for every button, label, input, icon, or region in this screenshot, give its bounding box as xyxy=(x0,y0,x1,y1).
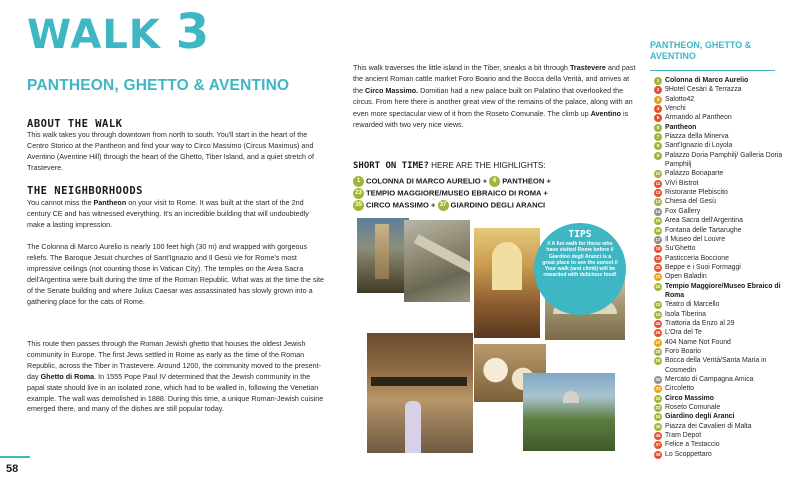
tips-title: TIPS xyxy=(568,229,592,240)
stop-name: L'Ora del Te xyxy=(665,329,702,337)
stop-name: Sant'Ignazio di Loyola xyxy=(665,142,733,150)
stop-name: Palazzo Bonaparte xyxy=(665,170,724,178)
neighborhoods-p1: You cannot miss the Pantheon on your visit to Rome. It was built at the start of the 2nd century CE and has witnessed everything. It's an incredible building that will undoubtedly make a lasting impression. xyxy=(27,198,309,229)
stop-item xyxy=(656,113,785,122)
stop-name: Beppe e i Suoi Formaggi xyxy=(665,263,741,271)
stop-number-badge: 4 xyxy=(654,105,662,113)
photo-circo-massimo xyxy=(404,220,470,302)
stop-item xyxy=(655,412,785,421)
stop-item xyxy=(655,188,785,197)
stop-item xyxy=(655,384,785,393)
neighborhoods-heading: THE NEIGHBORHOODS xyxy=(27,185,143,197)
stop-name: Felice a Testaccio xyxy=(665,441,720,449)
stop-item xyxy=(655,169,785,178)
stop-name: ViVi Bistrot xyxy=(665,179,699,187)
stop-item xyxy=(655,450,785,459)
stop-item xyxy=(655,226,785,235)
stop-number-badge: 14 xyxy=(655,208,661,214)
stop-number-badge: 29 xyxy=(655,358,661,364)
tips-text: // A fun walk for those who have visited Rome before // Giardino degli Aranci is a great place to see the sunset // Your walk (and climb) will be rewarded with delicious food! xyxy=(542,241,618,279)
stop-number-badge: 26 xyxy=(655,330,661,336)
stop-item xyxy=(656,85,785,94)
stop-name: Isola Tiberina xyxy=(665,310,706,318)
stop-name: Bocca della Verità/Santa Maria in Cosmedin xyxy=(665,357,767,374)
stop-name: Il Museo del Louvre xyxy=(665,235,726,243)
stop-item xyxy=(655,300,785,309)
stop-item xyxy=(655,216,785,225)
stop-number-badge: 7 xyxy=(654,133,662,141)
stop-item xyxy=(655,403,785,412)
stop-number-badge: 8 xyxy=(654,142,662,150)
stop-item xyxy=(655,254,785,263)
stop-name: Salotto42 xyxy=(665,95,695,103)
page-bar xyxy=(0,456,30,458)
walk-number: 3 xyxy=(175,4,211,60)
stop-item xyxy=(655,422,785,431)
stop-item xyxy=(656,123,785,132)
stop-name: Tram Depot xyxy=(665,432,702,440)
stop-number-badge: 20 xyxy=(655,264,661,270)
stop-number-badge: 2 xyxy=(654,86,662,94)
stop-item xyxy=(656,76,785,85)
stop-name: Armando al Pantheon xyxy=(665,114,732,122)
walk-label: WALK xyxy=(27,12,161,58)
stop-name: Pantheon xyxy=(665,123,697,131)
stop-item xyxy=(655,356,785,375)
stop-item xyxy=(656,104,785,113)
stop-name: Giardino degli Aranci xyxy=(665,413,735,421)
stop-name: Pasticceria Boccione xyxy=(665,254,729,262)
short-on-time-heading: SHORT ON TIME? HERE ARE THE HIGHLIGHTS: xyxy=(353,161,546,171)
stop-name: Mercato di Campagna Amica xyxy=(665,376,754,383)
stops-list xyxy=(655,76,785,459)
stop-number-badge: 25 xyxy=(655,320,661,326)
stop-item xyxy=(655,319,785,328)
stop-number-badge: 30 xyxy=(655,377,661,382)
stop-item xyxy=(655,347,785,356)
stop-item xyxy=(655,310,785,319)
stop-number-badge: 23 xyxy=(655,302,661,308)
stop-item xyxy=(655,328,785,337)
stop-name: Lo Scoppettaro xyxy=(665,450,712,458)
stop-number-badge: 17 xyxy=(655,236,661,242)
photo-church-interior xyxy=(474,228,540,338)
highlight-badge: 37 xyxy=(438,200,449,211)
stop-number-badge: 21 xyxy=(655,274,661,280)
about-text: This walk takes you through downtown from north to south. You'll start in the heart of the Centro Storico at the Pantheon and find your way to Circo Massimo (Circus Maximus) and Aventino (Aventine Hill) through the heart of the Ghetto, Tiber Island, and a quiet stretch of Trastevere. xyxy=(27,130,315,172)
stop-item xyxy=(655,244,785,253)
stop-number-badge: 10 xyxy=(655,171,661,177)
stop-number-badge: 31 xyxy=(655,386,661,392)
stop-number-badge: 32 xyxy=(655,395,661,401)
stop-number-badge: 12 xyxy=(655,190,661,196)
highlight-badge: 23 xyxy=(353,188,364,199)
stop-number-badge: 35 xyxy=(655,423,661,429)
stop-name: Fox Gallery xyxy=(665,207,701,215)
highlights-line-1: 1 COLONNA DI MARCO AURELIO + 6 PANTHEON + xyxy=(353,176,551,187)
stop-name: Palazzo Doria Pamphilj/ Galleria Doria Pamphilj xyxy=(665,151,783,169)
stop-name: Chiesa del Gesù xyxy=(665,198,716,206)
about-heading: ABOUT THE WALK xyxy=(27,118,123,130)
stop-name: Piazza della Minerva xyxy=(665,133,729,141)
stop-name: Venchi xyxy=(665,105,686,113)
stop-number-badge: 34 xyxy=(655,414,661,420)
stop-item xyxy=(655,272,785,281)
stop-item xyxy=(655,338,785,347)
stop-item xyxy=(655,282,785,301)
stop-item xyxy=(655,431,785,440)
stop-item xyxy=(656,151,785,170)
stop-name: 9Hotel Cesàri & Terrazza xyxy=(665,86,742,94)
tips-bubble xyxy=(534,223,626,315)
stop-number-badge: 24 xyxy=(655,311,661,317)
stop-name: Tempio Maggiore/Museo Ebraico di Roma xyxy=(665,282,781,299)
highlight-badge: 6 xyxy=(489,176,500,187)
stops-panel-title: PANTHEON, GHETTO & AVENTINO xyxy=(650,40,752,61)
stop-name: Foro Boario xyxy=(665,347,702,355)
stop-number-badge: 18 xyxy=(655,246,661,252)
stop-number-badge: 6 xyxy=(654,124,662,132)
neighborhoods-p2: The Colonna di Marco Aurelio is nearly 100 feet high (30 m) and wrapped with gorgeous reliefs. The Baroque Jesuit churches of Sant'Ignazio and Il Gesù vie for Rome's most impressive ceilings (not counting those in Vatican City). The temples on the Area Sacra dell'Argentina were built during the time of the Roman Republic. What was at the time the site of the Senate building and where Julius Caesar was assassinated has slowly grown into a gathering place for the cats of Rome. xyxy=(27,242,325,306)
stop-item xyxy=(655,394,785,403)
stop-item xyxy=(655,440,785,449)
stop-number-badge: 1 xyxy=(654,77,662,85)
stop-number-badge: 15 xyxy=(655,218,661,224)
stop-number-badge: 28 xyxy=(655,348,661,354)
stop-name: Su'Ghetto xyxy=(665,245,696,253)
walk-subtitle: PANTHEON, GHETTO & AVENTINO xyxy=(27,77,290,94)
stop-name: 404 Name Not Found xyxy=(665,338,731,346)
stop-name: Trattoria da Enzo al 29 xyxy=(665,319,735,327)
photo-city-view xyxy=(523,373,615,451)
stop-name: Teatro di Marcello xyxy=(665,301,720,309)
stop-name: Circoletto xyxy=(665,385,695,393)
stop-name: Fontana delle Tartarughe xyxy=(665,226,742,234)
stop-item xyxy=(655,179,785,188)
walk-title xyxy=(27,4,211,60)
highlights-line-2: 23 TEMPIO MAGGIORE/MUSEO EBRAICO DI ROMA + xyxy=(353,188,548,199)
stop-item xyxy=(655,197,785,206)
stop-name: Ristorante Plebiscito xyxy=(665,189,728,197)
stop-number-badge: 22 xyxy=(655,283,661,289)
stop-number-badge: 11 xyxy=(655,180,661,186)
photo-ghetto-shopfront xyxy=(367,333,473,453)
stop-number-badge: 9 xyxy=(654,152,662,160)
stop-item xyxy=(656,141,785,150)
stop-number-badge: 37 xyxy=(655,442,661,448)
stop-name: Open Baladin xyxy=(665,273,707,281)
stop-name: Circo Massimo xyxy=(665,394,715,402)
page-number: 58 xyxy=(6,463,19,475)
stop-number-badge: 27 xyxy=(655,339,661,345)
intro-paragraph: This walk traverses the little island in the Tiber, sneaks a bit through Trastevere and past the ancient Roman cattle market Foro Boario and the Bocca della Verità, and arrives at the Circo Massimo. Domitian had a new palace built on Palatino that overlooked the circus. From here there is another great view of the remains of the palace, along with an even more spectacular view of it from the Roseto Comunale. The climb up Aventino is rewarded with two very nice views. xyxy=(353,63,636,130)
stop-number-badge: 3 xyxy=(654,96,662,104)
highlight-badge: 1 xyxy=(353,176,364,187)
stop-item xyxy=(656,95,785,104)
photo-column-tower xyxy=(357,218,409,293)
stop-item xyxy=(655,207,785,216)
stop-number-badge: 38 xyxy=(655,451,661,457)
stop-number-badge: 36 xyxy=(655,433,661,439)
stop-number-badge: 33 xyxy=(655,405,661,411)
stop-item xyxy=(655,235,785,244)
highlights-line-3: 35 CIRCO MASSIMO + 37 GIARDINO DEGLI ARANCI xyxy=(353,200,545,211)
stop-number-badge: 19 xyxy=(655,255,661,261)
neighborhoods-p3: This route then passes through the Roman Jewish ghetto that houses the oldest Jewish community in Europe. The first Jews settled in Rome as early as the time of the Roman Republic, across the Tiber in Trastevere. Around 1200, the community moved to the present-day Ghetto di Roma. In 1555 Pope Paul IV determined that the Jewish community in the papal state should live in an isolated zone, which had to be walled in, following the Venetian example. The wall was demolished in 1888. During this time, a unique Roman-Jewish cuisine emerged there, and many of the dishes are still popular today. xyxy=(27,339,324,414)
highlight-badge: 35 xyxy=(353,200,364,211)
stop-item xyxy=(655,375,785,384)
stop-number-badge: 5 xyxy=(654,114,662,122)
stop-name: Roseto Comunale xyxy=(665,404,721,412)
stop-name: Piazza dei Cavalieri di Malta xyxy=(665,422,752,430)
stops-rule-top xyxy=(650,70,775,71)
stop-number-badge: 16 xyxy=(655,227,661,233)
stop-item xyxy=(655,263,785,272)
stop-name: Area Sacra dell'Argentina xyxy=(665,217,743,225)
stop-item xyxy=(656,132,785,141)
stop-number-badge: 13 xyxy=(655,199,661,205)
stop-name: Colonna di Marco Aurelio xyxy=(665,77,749,84)
